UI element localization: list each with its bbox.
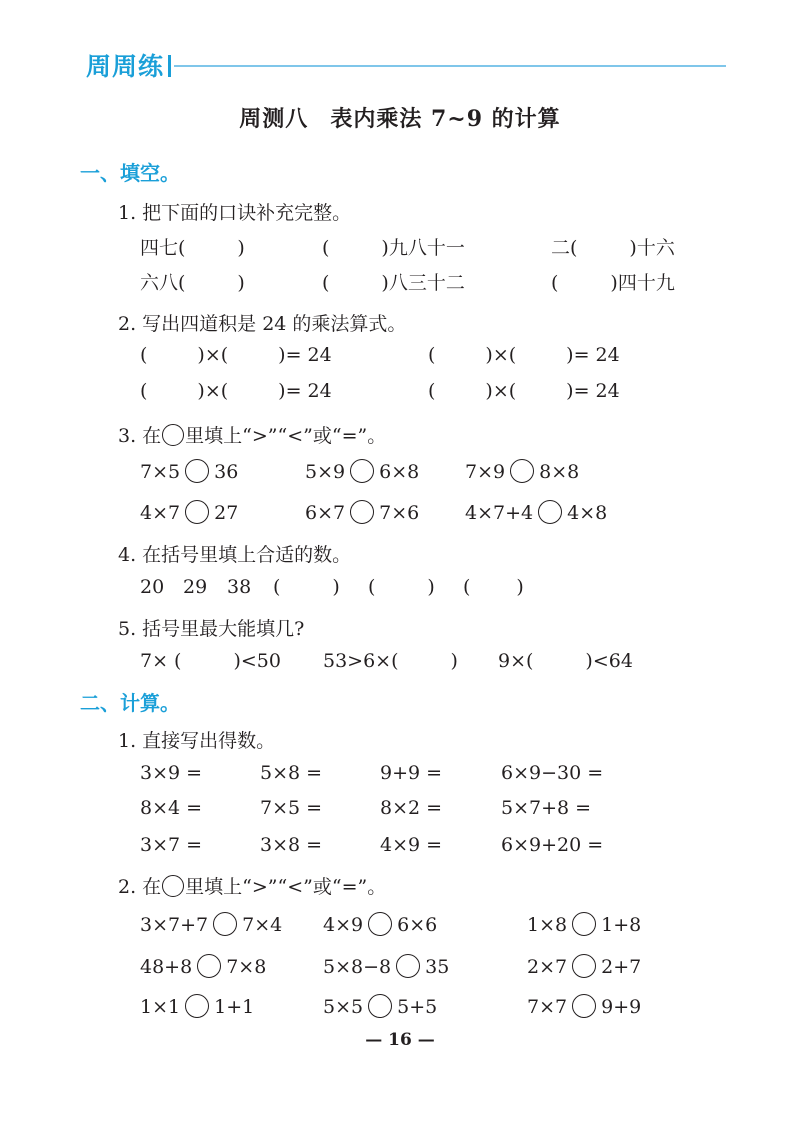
compare-circle[interactable] (396, 954, 420, 978)
compare-item[interactable]: 1×1 1+1 (140, 996, 255, 1018)
blank-item[interactable]: 六八( ) (140, 272, 245, 294)
title-week: 周测八 (239, 106, 309, 132)
compare-circle[interactable] (368, 912, 392, 936)
calc-problem[interactable]: 3×9 = (140, 762, 203, 784)
calc-problem[interactable]: 4×9 = (380, 834, 443, 856)
compare-circle[interactable] (538, 500, 562, 524)
compare-item[interactable]: 5×5 5+5 (323, 996, 438, 1018)
calc-problem[interactable]: 8×4 = (140, 797, 203, 819)
q1-5-label: 5. 括号里最大能填几? (118, 618, 305, 640)
calc-problem[interactable]: 6×9+20 = (501, 834, 604, 856)
equation-blank[interactable]: ( )×( )= 24 (428, 380, 620, 402)
compare-circle[interactable] (350, 459, 374, 483)
compare-item[interactable]: 7×7 9+9 (527, 996, 642, 1018)
compare-circle[interactable] (572, 912, 596, 936)
sequence-number: 20 (140, 576, 165, 598)
compare-item[interactable]: 4×7+4 4×8 (465, 502, 608, 524)
compare-circle[interactable] (197, 954, 221, 978)
q2-1-label: 1. 直接写出得数。 (118, 730, 276, 752)
compare-item[interactable]: 5×8−8 35 (323, 956, 450, 978)
header-accent-bar (168, 55, 171, 77)
compare-circle[interactable] (185, 459, 209, 483)
calc-problem[interactable]: 8×2 = (380, 797, 443, 819)
q1-1-label: 1. 把下面的口诀补充完整。 (118, 202, 352, 224)
compare-item[interactable]: 5×9 6×8 (305, 461, 420, 483)
compare-item[interactable]: 2×7 2+7 (527, 956, 642, 978)
blank-item[interactable]: 四七( ) (140, 237, 245, 259)
compare-item[interactable]: 48+8 7×8 (140, 956, 267, 978)
blank-item[interactable]: ( )九八十一 (322, 237, 465, 259)
page-number: — 16 — (365, 1030, 435, 1050)
sequence-blank[interactable]: ( ) (273, 576, 340, 598)
calc-problem[interactable]: 3×8 = (260, 834, 323, 856)
page-title (0, 102, 800, 133)
equation-blank[interactable]: ( )×( )= 24 (140, 380, 332, 402)
max-fill-item[interactable]: 53>6×( ) (323, 650, 458, 672)
blank-item[interactable]: ( )四十九 (551, 272, 675, 294)
compare-item[interactable]: 6×7 7×6 (305, 502, 420, 524)
blank-item[interactable]: ( )八三十二 (322, 272, 465, 294)
compare-circle[interactable] (350, 500, 374, 524)
q2-2-label: 2. 在 里填上“>”“<”或“=”。 (118, 876, 387, 898)
compare-circle[interactable] (368, 994, 392, 1018)
compare-circle[interactable] (213, 912, 237, 936)
sequence-number: 38 (227, 576, 252, 598)
sequence-number: 29 (183, 576, 208, 598)
equation-blank[interactable]: ( )×( )= 24 (140, 344, 332, 366)
compare-circle[interactable] (510, 459, 534, 483)
blank-item[interactable]: 二( )十六 (551, 237, 675, 259)
header-rule (174, 65, 726, 67)
compare-item[interactable]: 4×9 6×6 (323, 914, 438, 936)
compare-item[interactable]: 7×5 36 (140, 461, 239, 483)
circle-icon (162, 875, 184, 897)
max-fill-item[interactable]: 7× ( )<50 (140, 650, 281, 672)
q1-4-label: 4. 在括号里填上合适的数。 (118, 544, 352, 566)
brand-title: 周周练 (86, 52, 165, 81)
equation-blank[interactable]: ( )×( )= 24 (428, 344, 620, 366)
compare-item[interactable]: 4×7 27 (140, 502, 239, 524)
calc-problem[interactable]: 9+9 = (380, 762, 443, 784)
compare-circle[interactable] (572, 994, 596, 1018)
title-topic: 表内乘法 7~9 的计算 (330, 106, 561, 132)
calc-problem[interactable]: 3×7 = (140, 834, 203, 856)
section-fill-blank-heading: 一、填空。 (80, 161, 180, 185)
q1-3-label: 3. 在 里填上“>”“<”或“=”。 (118, 425, 387, 447)
calc-problem[interactable]: 7×5 = (260, 797, 323, 819)
circle-icon (162, 424, 184, 446)
sequence-blank[interactable]: ( ) (463, 576, 524, 598)
compare-circle[interactable] (185, 994, 209, 1018)
max-fill-item[interactable]: 9×( )<64 (498, 650, 633, 672)
section-calculation-heading: 二、计算。 (80, 691, 180, 715)
calc-problem[interactable]: 5×7+8 = (501, 797, 592, 819)
sequence-blank[interactable]: ( ) (368, 576, 435, 598)
calc-problem[interactable]: 6×9−30 = (501, 762, 604, 784)
calc-problem[interactable]: 5×8 = (260, 762, 323, 784)
compare-circle[interactable] (572, 954, 596, 978)
compare-item[interactable]: 7×9 8×8 (465, 461, 580, 483)
q1-2-label: 2. 写出四道积是 24 的乘法算式。 (118, 313, 407, 335)
compare-item[interactable]: 1×8 1+8 (527, 914, 642, 936)
compare-item[interactable]: 3×7+7 7×4 (140, 914, 283, 936)
compare-circle[interactable] (185, 500, 209, 524)
